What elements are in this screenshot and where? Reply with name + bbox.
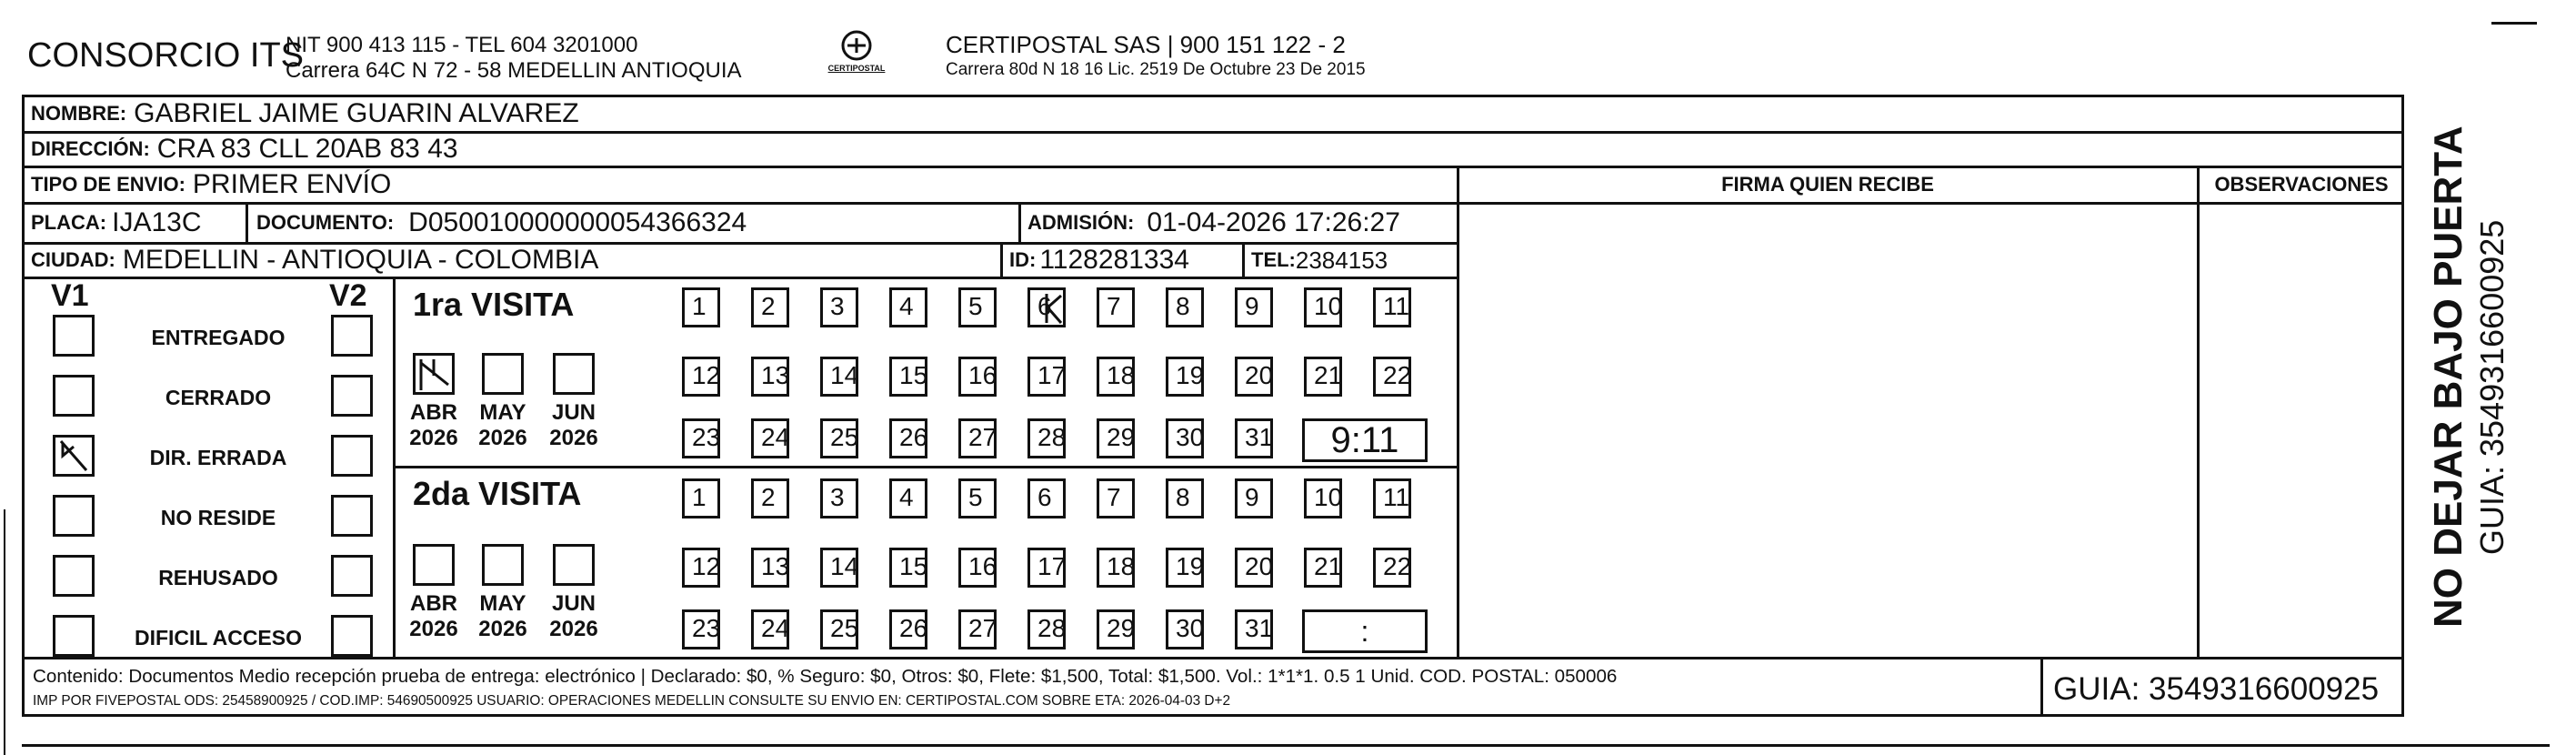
month-year: 2026 [549,426,598,450]
day-number: 9 [1245,483,1259,511]
v1-checkbox[interactable] [53,555,95,597]
visit-2-title: 2da VISITA [413,475,582,512]
month-checkbox[interactable] [482,544,524,586]
handwritten-mark-icon [1030,290,1067,327]
day-number: 24 [761,614,790,642]
day-box[interactable] [820,548,858,588]
day-box[interactable] [1166,609,1204,649]
nombre-label: NOMBRE: [31,102,127,125]
day-box[interactable] [682,418,720,458]
day-number: 6 [1037,292,1052,320]
placa-cell [31,204,202,242]
status-label: NO RESIDE [160,506,276,529]
day-number: 5 [968,292,983,320]
tipo-envio-label: TIPO DE ENVIO: [31,173,185,196]
day-number: 12 [692,552,721,580]
status-label: CERRADO [165,386,272,409]
day-box[interactable] [1373,548,1411,588]
day-box[interactable] [751,418,789,458]
month-checkbox[interactable] [413,544,455,586]
day-number: 20 [1245,552,1274,580]
day-number: 1 [692,483,707,511]
v2-checkbox[interactable] [331,555,373,597]
day-number: 13 [761,552,790,580]
month-label [471,400,535,451]
day-box[interactable] [1304,287,1342,327]
month-name: JUN [551,400,596,425]
day-box[interactable] [1304,357,1342,397]
day-number: 27 [968,423,997,451]
v1-checkbox[interactable] [53,315,95,357]
day-number: 9 [1245,292,1259,320]
day-number: 15 [899,361,928,389]
day-box[interactable] [889,478,927,518]
day-number: 21 [1314,361,1343,389]
day-number: 2 [761,483,776,511]
footer-guia: GUIA: 3549316600925 [2053,671,2380,707]
day-box[interactable] [682,478,720,518]
day-number: 23 [692,423,721,451]
month-year: 2026 [409,426,458,450]
carrier-name-line: CERTIPOSTAL SAS | 900 151 122 - 2 [946,31,1346,58]
day-box[interactable] [889,548,927,588]
certipostal-logo-text: CERTIPOSTAL [827,64,886,73]
day-number: 11 [1383,292,1410,320]
day-number: 21 [1314,552,1343,580]
day-box[interactable] [958,548,997,588]
day-number: 17 [1037,552,1067,580]
day-number: 10 [1314,483,1343,511]
v1-checkbox[interactable] [53,615,95,657]
tel-label: TEL: [1251,248,1296,271]
day-box[interactable] [1235,478,1273,518]
day-number: 13 [761,361,790,389]
day-box[interactable] [1235,609,1273,649]
status-label: ENTREGADO [151,326,286,349]
v2-checkbox[interactable] [331,435,373,477]
day-number: 17 [1037,361,1067,389]
day-box[interactable] [1027,548,1066,588]
day-box[interactable] [1166,287,1204,327]
day-box[interactable] [1235,287,1273,327]
day-number: 16 [968,552,997,580]
day-box[interactable] [751,287,789,327]
tel-value: 2384153 [1295,246,1388,274]
day-number: 24 [761,423,790,451]
day-number: 20 [1245,361,1274,389]
month-name: ABR [410,591,457,616]
day-box[interactable] [958,357,997,397]
company-address-line: Carrera 64C N 72 - 58 MEDELLIN ANTIOQUIA [286,58,742,83]
day-box[interactable] [889,287,927,327]
day-box[interactable] [1373,478,1411,518]
day-number: 2 [761,292,776,320]
placa-label: PLACA: [31,211,107,234]
day-box[interactable] [751,609,789,649]
status-label: REHUSADO [158,566,278,589]
v2-label: V2 [329,278,367,313]
v2-checkbox[interactable] [331,375,373,417]
day-number: 18 [1107,361,1136,389]
day-box[interactable] [751,357,789,397]
admision-label: ADMISIÓN: [1027,211,1135,234]
month-label [542,400,606,451]
admision-cell [1027,204,1400,242]
footer-print-line: IMP POR FIVEPOSTAL ODS: 25458900925 / COD.IMP: 54690500925 USUARIO: OPERACIONES MEDELLIN CONSULTE SU ENVIO EN: CERTIPOSTAL.COM SOBRE ETA: 2026-04-03 D+2 [33,693,1231,709]
time-box[interactable]: : [1302,609,1428,653]
month-name: MAY [479,400,526,425]
visit-1-title: 1ra VISITA [413,286,575,323]
day-number: 22 [1383,552,1412,580]
day-box[interactable] [1027,287,1066,327]
day-number: 16 [968,361,997,389]
day-box[interactable] [1027,357,1066,397]
ciudad-cell [31,243,598,277]
handwritten-mark-icon [55,438,92,474]
day-box[interactable] [1166,478,1204,518]
company-name: CONSORCIO ITS [27,36,305,75]
documento-value: D050010000000054366324 [408,207,747,237]
day-box[interactable] [1027,609,1066,649]
v2-checkbox[interactable] [331,615,373,657]
direccion-value: CRA 83 CLL 20AB 83 43 [156,134,458,164]
ciudad-label: CIUDAD: [31,248,115,271]
month-label [542,591,606,642]
day-number: 26 [899,423,928,451]
day-number: 22 [1383,361,1412,389]
tipo-envio-row [31,167,391,202]
day-box[interactable] [1097,478,1135,518]
day-box[interactable] [958,478,997,518]
day-number: 11 [1383,483,1410,511]
month-year: 2026 [478,617,527,641]
day-box[interactable] [820,478,858,518]
month-year: 2026 [478,426,527,450]
documento-cell [256,204,747,242]
side-guia-text: GUIA: 3549316600925 [2473,219,2511,555]
certipostal-logo-icon [811,27,902,82]
v2-checkbox[interactable] [331,495,373,537]
day-number: 12 [692,361,721,389]
day-box[interactable] [751,548,789,588]
time-box[interactable]: 9:11 [1302,418,1428,462]
day-box[interactable] [1373,287,1411,327]
id-cell [1009,243,1189,277]
day-box[interactable] [751,478,789,518]
day-box[interactable] [889,418,927,458]
day-box[interactable] [820,287,858,327]
direccion-label: DIRECCIÓN: [31,137,150,160]
day-number: 18 [1107,552,1136,580]
day-number: 28 [1037,614,1067,642]
barcode-icon [1498,18,2182,87]
day-box[interactable] [1027,418,1066,458]
day-box[interactable] [682,287,720,327]
day-box[interactable] [958,418,997,458]
v1-checkbox[interactable] [53,435,95,477]
day-box[interactable] [1373,357,1411,397]
day-number: 7 [1107,483,1121,511]
day-box[interactable] [1166,418,1204,458]
admision-value: 01-04-2026 17:26:27 [1147,207,1400,237]
month-checkbox[interactable] [553,353,595,395]
day-number: 29 [1107,423,1136,451]
day-number: 25 [830,614,859,642]
carrier-license-line: Carrera 80d N 18 16 Lic. 2519 De Octubre 23 De 2015 [946,60,1366,79]
day-box[interactable] [682,548,720,588]
day-number: 7 [1107,292,1121,320]
footer-content-line: Contenido: Documentos Medio recepción prueba de entrega: electrónico | Declarado: $0, % Seguro: $0, Otros: $0, Flete: $1,500, Total: $1,500. Vol.: 1*1*1. 0.5 1 Unid. COD. POSTAL: 050006 [33,666,1618,687]
ciudad-value: MEDELLIN - ANTIOQUIA - COLOMBIA [122,245,599,275]
day-box[interactable] [1166,548,1204,588]
day-box[interactable] [820,357,858,397]
day-number: 8 [1176,483,1190,511]
day-box[interactable] [1235,548,1273,588]
month-checkbox[interactable] [553,544,595,586]
day-number: 25 [830,423,859,451]
day-box[interactable] [1304,548,1342,588]
id-value: 1128281334 [1039,245,1189,275]
day-number: 3 [830,483,845,511]
v1-checkbox[interactable] [53,495,95,537]
day-number: 4 [899,483,914,511]
month-label [402,400,466,451]
day-number: 29 [1107,614,1136,642]
day-box[interactable] [820,418,858,458]
month-checkbox[interactable] [482,353,524,395]
observaciones-label: OBSERVACIONES [2214,173,2389,196]
documento-label: DOCUMENTO: [256,211,395,234]
month-name: JUN [551,591,596,616]
nombre-value: GABRIEL JAIME GUARIN ALVAREZ [134,98,579,128]
day-number: 1 [692,292,707,320]
month-name: MAY [479,591,526,616]
day-box[interactable] [889,357,927,397]
day-number: 26 [899,614,928,642]
day-box[interactable] [889,609,927,649]
firma-label: FIRMA QUIEN RECIBE [1721,173,1934,196]
company-nit-line: NIT 900 413 115 - TEL 604 3201000 [286,33,638,57]
tipo-envio-value: PRIMER ENVÍO [192,169,392,199]
day-number: 4 [899,292,914,320]
day-number: 28 [1037,423,1067,451]
day-box[interactable] [682,357,720,397]
day-box[interactable] [1097,609,1135,649]
day-box[interactable] [1235,418,1273,458]
month-label [471,591,535,642]
day-number: 23 [692,614,721,642]
month-year: 2026 [549,617,598,641]
tel-cell [1251,243,1388,277]
day-number: 30 [1176,614,1205,642]
day-number: 31 [1245,614,1274,642]
day-box[interactable] [682,609,720,649]
day-box[interactable] [1097,357,1135,397]
v1-checkbox[interactable] [53,375,95,417]
day-box[interactable] [1027,478,1066,518]
day-box[interactable] [958,287,997,327]
day-box[interactable] [958,609,997,649]
day-box[interactable] [1097,548,1135,588]
month-name: ABR [410,400,457,425]
month-label [402,591,466,642]
day-box[interactable] [1166,357,1204,397]
id-label: ID: [1009,248,1037,271]
nombre-row [31,96,579,131]
day-box[interactable] [820,609,858,649]
v2-checkbox[interactable] [331,315,373,357]
handwritten-mark-icon [416,356,452,392]
placa-value: IJA13C [112,207,202,237]
side-warning-text: NO DEJAR BAJO PUERTA [2426,126,2471,628]
status-label: DIR. ERRADA [149,446,287,469]
day-box[interactable] [1235,357,1273,397]
day-number: 14 [830,552,859,580]
day-number: 30 [1176,423,1205,451]
day-number: 8 [1176,292,1190,320]
day-number: 5 [968,483,983,511]
day-number: 10 [1314,292,1343,320]
direccion-row [31,132,458,166]
day-number: 19 [1176,552,1205,580]
day-number: 15 [899,552,928,580]
day-box[interactable] [1097,287,1135,327]
day-number: 19 [1176,361,1205,389]
day-number: 27 [968,614,997,642]
day-number: 31 [1245,423,1274,451]
status-label: DIFICIL ACCESO [134,626,302,649]
month-checkbox[interactable] [413,353,455,395]
day-number: 14 [830,361,859,389]
day-number: 3 [830,292,845,320]
day-box[interactable] [1097,418,1135,458]
day-number: 6 [1037,483,1052,511]
day-box[interactable] [1304,478,1342,518]
v1-label: V1 [51,278,89,313]
month-year: 2026 [409,617,458,641]
